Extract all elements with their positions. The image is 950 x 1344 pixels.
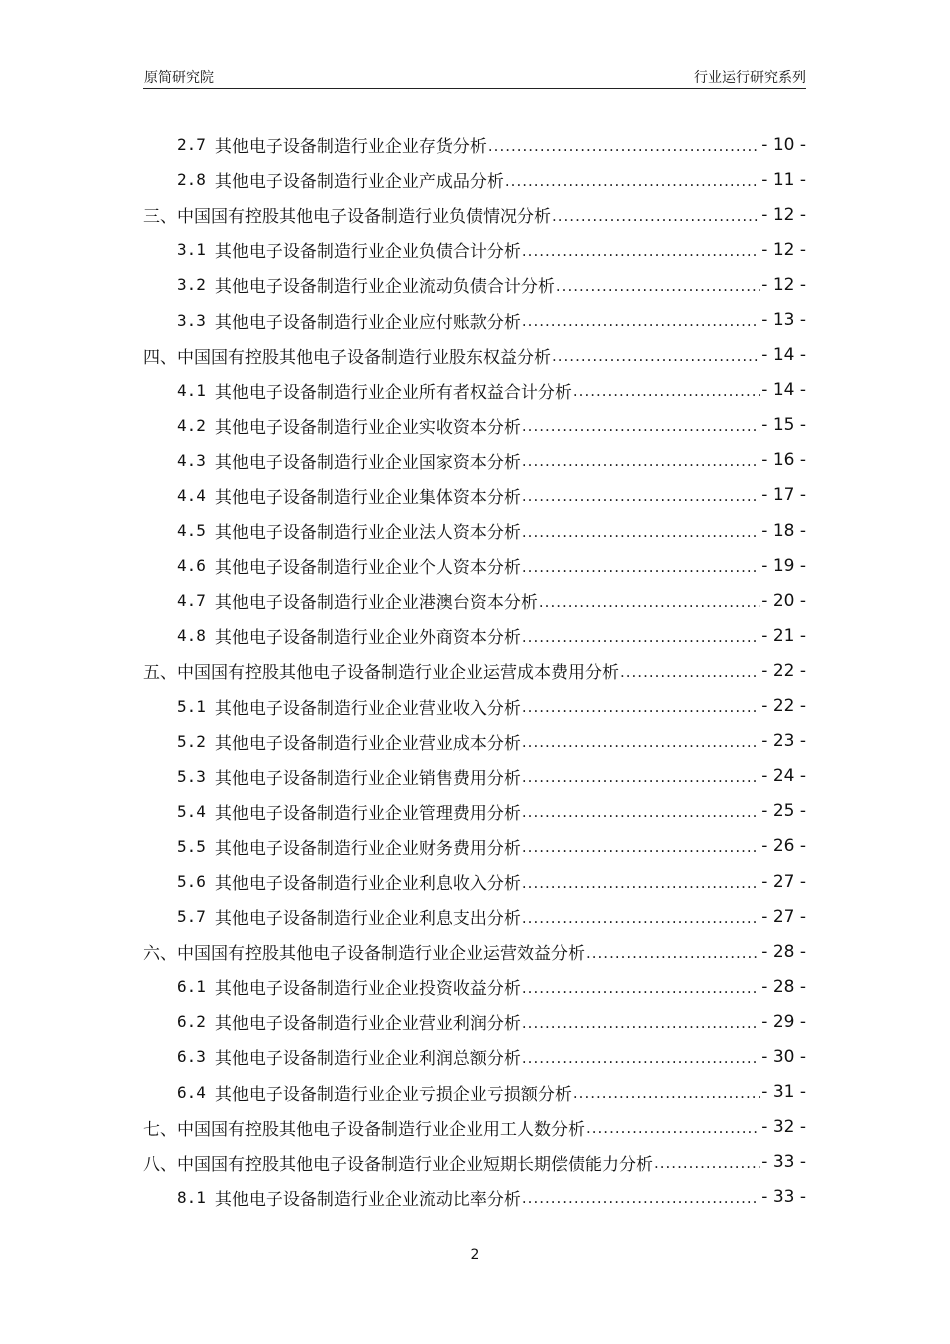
toc-entry[interactable] (143, 969, 806, 1004)
toc-entry[interactable] (143, 373, 806, 408)
toc-dot-leader (539, 593, 760, 611)
toc-entry-title: 其他电子设备制造行业企业利润总额分析 (214, 1049, 521, 1070)
toc-entry-number: 5.3 (177, 766, 206, 786)
toc-entry-page: - 22 - (761, 660, 806, 681)
toc-dot-leader (522, 979, 760, 997)
toc-entry-page: - 13 - (761, 310, 806, 331)
toc-entry-page: - 10 - (761, 134, 806, 155)
toc-entry[interactable] (143, 408, 806, 443)
toc-dot-leader (522, 698, 760, 716)
toc-entry[interactable] (143, 267, 806, 302)
toc-entry-title: 其他电子设备制造行业企业负债合计分析 (214, 242, 521, 263)
toc-entry[interactable] (143, 899, 806, 934)
toc-dot-leader (505, 172, 760, 190)
header-org-name: 原简研究院 (144, 70, 214, 86)
toc-entry-title: 其他电子设备制造行业企业利息支出分析 (214, 909, 521, 930)
toc-entry-title: 其他电子设备制造行业企业所有者权益合计分析 (214, 382, 572, 403)
toc-dot-leader (522, 1189, 760, 1207)
toc-dot-leader (586, 1119, 760, 1137)
toc-entry-number: 5.5 (177, 836, 206, 856)
toc-entry-page: - 12 - (761, 204, 806, 225)
toc-entry-title: 其他电子设备制造行业企业流动比率分析 (214, 1189, 521, 1210)
toc-entry-title: 其他电子设备制造行业企业存货分析 (214, 137, 487, 158)
toc-dot-leader (522, 523, 760, 541)
toc-entry-number: 5.7 (177, 907, 206, 927)
toc-entry[interactable] (143, 1110, 806, 1145)
toc-entry-page: - 17 - (761, 485, 806, 506)
toc-entry-number: 4.1 (177, 380, 206, 400)
toc-entry-number: 4.3 (177, 450, 206, 470)
toc-entry[interactable] (143, 1180, 806, 1215)
toc-entry-number: 3.1 (177, 240, 206, 260)
toc-entry[interactable] (143, 338, 806, 373)
toc-entry-title: 三、中国国有控股其他电子设备制造行业负债情况分析 (143, 207, 551, 228)
toc-entry-number: 6.4 (177, 1082, 206, 1102)
toc-entry-page: - 28 - (761, 941, 806, 962)
toc-entry[interactable] (143, 197, 806, 232)
toc-entry-title: 其他电子设备制造行业企业营业收入分析 (214, 698, 521, 719)
toc-dot-leader (488, 137, 760, 155)
toc-entry-page: - 15 - (761, 415, 806, 436)
toc-entry-number: 2.8 (177, 170, 206, 190)
toc-dot-leader (522, 1014, 760, 1032)
toc-entry-number: 4.6 (177, 556, 206, 576)
toc-entry-page: - 33 - (761, 1187, 806, 1208)
toc-entry[interactable] (143, 302, 806, 337)
toc-entry-number: 8.1 (177, 1187, 206, 1207)
toc-dot-leader (573, 382, 760, 400)
toc-entry-page: - 24 - (761, 766, 806, 787)
toc-entry-page: - 21 - (761, 625, 806, 646)
header-series-name: 行业运行研究系列 (694, 70, 806, 86)
toc-entry-title: 其他电子设备制造行业企业投资收益分析 (214, 979, 521, 1000)
toc-entry[interactable] (143, 1004, 806, 1039)
table-of-contents (143, 127, 806, 1215)
toc-entry-title: 其他电子设备制造行业企业实收资本分析 (214, 417, 521, 438)
toc-entry-title: 其他电子设备制造行业企业营业利润分析 (214, 1014, 521, 1035)
toc-dot-leader (654, 1154, 760, 1172)
toc-entry[interactable] (143, 689, 806, 724)
toc-entry[interactable] (143, 1039, 806, 1074)
toc-entry-number: 3.3 (177, 310, 206, 330)
toc-entry-title: 其他电子设备制造行业企业港澳台资本分析 (214, 593, 538, 614)
toc-entry[interactable] (143, 478, 806, 513)
toc-entry-number: 5.1 (177, 696, 206, 716)
toc-entry-page: - 27 - (761, 906, 806, 927)
toc-entry[interactable] (143, 653, 806, 688)
toc-entry-number: 6.3 (177, 1047, 206, 1067)
toc-entry-number: 4.7 (177, 591, 206, 611)
toc-entry-page: - 12 - (761, 239, 806, 260)
toc-entry-page: - 32 - (761, 1117, 806, 1138)
toc-entry-title: 其他电子设备制造行业企业国家资本分析 (214, 452, 521, 473)
toc-entry-title: 其他电子设备制造行业企业应付账款分析 (214, 312, 521, 333)
toc-entry-page: - 27 - (761, 871, 806, 892)
toc-dot-leader (552, 347, 760, 365)
toc-entry-page: - 30 - (761, 1046, 806, 1067)
toc-entry[interactable] (143, 794, 806, 829)
toc-entry-page: - 22 - (761, 696, 806, 717)
toc-dot-leader (522, 1049, 760, 1067)
toc-dot-leader (620, 663, 760, 681)
toc-entry-page: - 14 - (761, 380, 806, 401)
toc-entry-number: 4.2 (177, 415, 206, 435)
toc-dot-leader (522, 487, 760, 505)
toc-entry[interactable] (143, 583, 806, 618)
toc-entry-title: 其他电子设备制造行业企业亏损企业亏损额分析 (214, 1084, 572, 1105)
toc-dot-leader (586, 944, 760, 962)
toc-entry-title: 其他电子设备制造行业企业个人资本分析 (214, 558, 521, 579)
toc-dot-leader (522, 768, 760, 786)
toc-entry-page: - 11 - (761, 169, 806, 190)
toc-entry-number: 6.2 (177, 1012, 206, 1032)
toc-entry-number: 5.6 (177, 872, 206, 892)
toc-entry[interactable] (143, 443, 806, 478)
toc-dot-leader (522, 909, 760, 927)
toc-entry-page: - 26 - (761, 836, 806, 857)
toc-entry[interactable] (143, 829, 806, 864)
toc-entry-number: 4.4 (177, 485, 206, 505)
toc-entry-number: 2.7 (177, 135, 206, 155)
toc-entry[interactable] (143, 162, 806, 197)
toc-entry-title: 其他电子设备制造行业企业财务费用分析 (214, 838, 521, 859)
toc-dot-leader (522, 803, 760, 821)
toc-dot-leader (522, 874, 760, 892)
toc-dot-leader (522, 417, 760, 435)
toc-entry[interactable] (143, 934, 806, 969)
toc-entry-number: 5.2 (177, 731, 206, 751)
toc-entry-page: - 14 - (761, 345, 806, 366)
toc-entry-number: 4.8 (177, 626, 206, 646)
toc-entry[interactable] (143, 724, 806, 759)
toc-entry-page: - 29 - (761, 1011, 806, 1032)
toc-entry[interactable] (143, 548, 806, 583)
toc-entry[interactable] (143, 232, 806, 267)
toc-entry-page: - 25 - (761, 801, 806, 822)
toc-entry-title: 七、中国国有控股其他电子设备制造行业企业用工人数分析 (143, 1119, 585, 1140)
toc-entry-page: - 12 - (761, 274, 806, 295)
toc-entry-page: - 28 - (761, 976, 806, 997)
toc-dot-leader (522, 733, 760, 751)
toc-dot-leader (552, 207, 760, 225)
toc-entry[interactable] (143, 864, 806, 899)
toc-dot-leader (522, 242, 760, 260)
toc-entry-title: 其他电子设备制造行业企业产成品分析 (214, 172, 504, 193)
toc-entry-page: - 19 - (761, 555, 806, 576)
page-header (143, 62, 806, 89)
toc-entry-page: - 20 - (761, 590, 806, 611)
toc-entry-title: 其他电子设备制造行业企业营业成本分析 (214, 733, 521, 754)
toc-entry-page: - 31 - (761, 1082, 806, 1103)
toc-entry-title: 其他电子设备制造行业企业利息收入分析 (214, 874, 521, 895)
toc-entry[interactable] (143, 513, 806, 548)
toc-entry-title: 其他电子设备制造行业企业法人资本分析 (214, 523, 521, 544)
toc-entry[interactable] (143, 1075, 806, 1110)
toc-dot-leader (522, 312, 760, 330)
toc-entry-title: 其他电子设备制造行业企业流动负债合计分析 (214, 277, 555, 298)
toc-dot-leader (522, 628, 760, 646)
page-number: 2 (470, 1247, 480, 1263)
toc-entry-title: 六、中国国有控股其他电子设备制造行业企业运营效益分析 (143, 944, 585, 965)
toc-entry-page: - 16 - (761, 450, 806, 471)
toc-entry[interactable] (143, 127, 806, 162)
toc-entry[interactable] (143, 618, 806, 653)
toc-entry-number: 5.4 (177, 801, 206, 821)
toc-entry-title: 其他电子设备制造行业企业集体资本分析 (214, 487, 521, 508)
toc-entry[interactable] (143, 1145, 806, 1180)
toc-dot-leader (522, 838, 760, 856)
toc-entry-title: 五、中国国有控股其他电子设备制造行业企业运营成本费用分析 (143, 663, 619, 684)
toc-entry-title: 其他电子设备制造行业企业销售费用分析 (214, 768, 521, 789)
toc-entry-title: 四、中国国有控股其他电子设备制造行业股东权益分析 (143, 347, 551, 368)
toc-entry-title: 八、中国国有控股其他电子设备制造行业企业短期长期偿债能力分析 (143, 1154, 653, 1175)
toc-dot-leader (573, 1084, 760, 1102)
toc-entry-number: 4.5 (177, 521, 206, 541)
toc-entry-page: - 33 - (761, 1152, 806, 1173)
toc-entry-page: - 23 - (761, 731, 806, 752)
toc-entry-number: 3.2 (177, 275, 206, 295)
toc-entry-title: 其他电子设备制造行业企业管理费用分析 (214, 803, 521, 824)
toc-entry-title: 其他电子设备制造行业企业外商资本分析 (214, 628, 521, 649)
toc-entry-number: 6.1 (177, 977, 206, 997)
toc-dot-leader (522, 558, 760, 576)
toc-dot-leader (556, 277, 760, 295)
toc-entry[interactable] (143, 759, 806, 794)
toc-dot-leader (522, 452, 760, 470)
toc-entry-page: - 18 - (761, 520, 806, 541)
